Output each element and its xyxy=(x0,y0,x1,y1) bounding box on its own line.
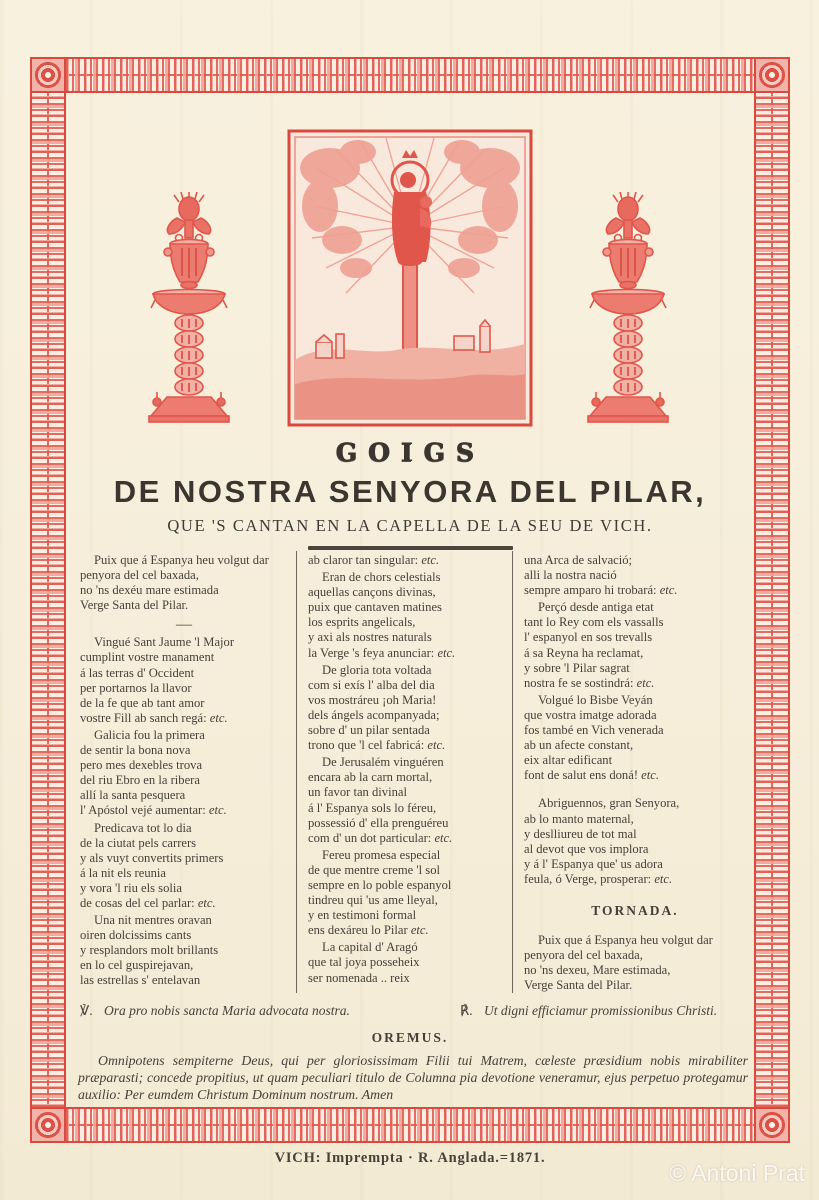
madonna-del-pilar-woodcut xyxy=(286,128,534,428)
versicle-response-row xyxy=(80,1003,748,1019)
candelabrum-left-icon xyxy=(133,192,245,430)
stanza xyxy=(308,553,506,568)
verse-line: Puix que á Espanya heu volgut dar xyxy=(538,932,713,947)
copyright-watermark: © Antoni Prat xyxy=(669,1160,805,1186)
verse-line: ser nomenada .. reix xyxy=(308,970,410,985)
verse-line: nostra fe se sostindrá: etc. xyxy=(524,675,655,690)
response-text: Ut digni efficiamur promissionibus Christi. xyxy=(484,1003,718,1018)
verse-line: La capital d' Aragó xyxy=(322,940,418,955)
oremus-prayer-text: Omnipotens sempiterne Deus, qui per gloriosissimam Filii tui Matrem, cæleste præsidium nobis mirabiliter præparasti; concede propitius, ut quam peculiari titulo de Columna pia devotione veneramur, ejus perpetuo protegamur auxilio: Per eumdem Christum Dominum nostrum. Amen xyxy=(78,1053,748,1102)
oremus-heading: OREMUS. xyxy=(371,1030,449,1045)
verse-line: y sobre 'l Pilar sagrat xyxy=(524,660,630,675)
verse-columns xyxy=(80,551,746,993)
border-corner-rosette xyxy=(30,57,66,93)
verse-line: font de salut ens doná! etc. xyxy=(524,768,659,783)
verse-line: y en testimoni formal xyxy=(308,908,417,923)
tornada-heading: TORNADA. xyxy=(591,902,679,918)
oremus-prayer xyxy=(78,1052,748,1103)
border-corner-rosette xyxy=(754,57,790,93)
verse-line: cumplint vostre manament xyxy=(80,650,215,665)
verse-line: en lo cel guspirejavan, xyxy=(80,958,194,973)
candelabrum-right-icon xyxy=(572,192,684,430)
stanza xyxy=(80,553,290,613)
verse-line: de la fe que ab tant amor xyxy=(80,695,205,710)
verse-line: los esprits angelicals, xyxy=(308,615,416,630)
verse-line: no 'ns dexéu mare estimada xyxy=(80,583,219,598)
printer-imprint: VICH: Imprempta · R. Anglada.=1871. xyxy=(274,1150,546,1166)
verse-line: encara ab la carn mortal, xyxy=(308,770,433,785)
verse-line: á l' Espanya sols lo féreu, xyxy=(308,800,437,815)
page-title: DE NOSTRA SENYORA DEL PILAR, xyxy=(113,474,707,509)
verse-line: Perçó desde antiga etat xyxy=(538,600,654,615)
verse-line: vostre Fill ab sanch regá: etc. xyxy=(80,710,228,725)
verse-line: las estrellas s' entelavan xyxy=(80,973,201,988)
verse-line: vos mostráreu ¡oh Maria! xyxy=(308,692,437,707)
verse-line: De Jerusalém vinguéren xyxy=(322,755,444,770)
verse-line: ab lo manto maternal, xyxy=(524,811,634,826)
response xyxy=(460,1003,717,1019)
verse-line: Puix que á Espanya heu volgut dar xyxy=(94,553,269,567)
border-strip-top xyxy=(64,57,756,93)
verse-line: sempre en lo poble espanyol xyxy=(308,877,452,892)
verse-column xyxy=(512,551,746,993)
verse-line: de cosas del cel parlar: etc. xyxy=(80,895,216,910)
border-corner-rosette xyxy=(754,1107,790,1143)
versicle xyxy=(80,1003,460,1019)
verse-line: trono que 'l cel fabricá: etc. xyxy=(308,738,446,753)
verse-line: aquellas cançons divinas, xyxy=(308,585,436,600)
stanza xyxy=(308,570,506,661)
verse-line: l' espanyol en sos trevalls xyxy=(524,630,653,645)
verse-line: y vora 'l riu els solia xyxy=(80,880,182,895)
verse-line: ens dexáreu lo Pilar etc. xyxy=(308,923,429,938)
verse-line: Abriguennos, gran Senyora, xyxy=(538,796,680,811)
stanza xyxy=(524,693,746,784)
title-rule xyxy=(308,546,513,550)
verse-line: Vingué Sant Jaume 'l Major xyxy=(94,635,235,650)
verse-line: á la nit els reunia xyxy=(80,865,167,880)
verse-line: De gloria tota voltada xyxy=(322,662,432,677)
border-corner-rosette xyxy=(30,1107,66,1143)
verse-line: per portarnos la llavor xyxy=(80,680,192,695)
stanza xyxy=(524,553,746,598)
versicle-sign: ℣. xyxy=(80,1003,93,1018)
verse-line: que vostra imatge adorada xyxy=(524,707,657,722)
verse-line: Verge Santa del Pilar. xyxy=(524,978,633,993)
verse-line: una Arca de salvació; xyxy=(524,553,633,567)
verse-line: y á l' Espanya que' us adora xyxy=(524,856,663,871)
verse-column xyxy=(296,551,512,993)
verse-line: tant lo Rey com els vassalls xyxy=(524,615,664,630)
verse-line: alli la nostra nació xyxy=(524,568,617,583)
stanza xyxy=(80,635,290,726)
stanza xyxy=(308,755,506,846)
verse-line: de la ciutat pels carrers xyxy=(80,835,197,850)
verse-line: Predicava tot lo dia xyxy=(94,820,192,835)
verse-line: ab un afecte constant, xyxy=(524,738,634,753)
verse-line: Fereu promesa especial xyxy=(322,847,441,862)
stanza xyxy=(308,940,506,985)
verse-line: y axi als nostres naturals xyxy=(308,630,432,645)
verse-column xyxy=(80,551,296,993)
verse-line: de sentir la bona nova xyxy=(80,743,191,758)
verse-line: dels ángels acompanyada; xyxy=(308,707,440,722)
verse-line: penyora del cel baxada, xyxy=(80,568,199,583)
response-sign: ℟. xyxy=(460,1003,473,1018)
stanza xyxy=(80,728,290,819)
verse-line: eix altar edificant xyxy=(524,753,613,768)
verse-line: Volgué lo Bisbe Veyán xyxy=(538,692,653,707)
stanza xyxy=(80,913,290,988)
verse-line: del riu Ebro en la ribera xyxy=(80,773,200,788)
stanza xyxy=(308,848,506,939)
verse-line: ab claror tan singular: etc. xyxy=(308,553,440,567)
stanza xyxy=(308,663,506,754)
border-strip-bottom xyxy=(64,1107,756,1143)
stanza xyxy=(524,933,746,993)
verse-line: com si exís l' alba del dia xyxy=(308,677,435,692)
goigs-heading: GOIGS xyxy=(335,438,485,467)
border-strip-left xyxy=(30,91,66,1109)
title-block xyxy=(60,438,760,550)
border-strip-right xyxy=(754,91,790,1109)
verse-line: de que mentre creme 'l sol xyxy=(308,862,441,877)
verse-line: possessió d' ella prenguéreu xyxy=(308,815,449,830)
verse-line: á sa Reyna ha reclamat, xyxy=(524,645,644,660)
verse-line: pero mes dexebles trova xyxy=(80,758,203,773)
verse-line: Galicia fou la primera xyxy=(94,727,205,742)
verse-line: puix que cantaven matines xyxy=(308,600,442,615)
page-subtitle: QUE 'S CANTAN EN LA CAPELLA DE LA SEU DE VICH. xyxy=(167,516,653,535)
verse-line: que tal joya posseheix xyxy=(308,955,420,970)
verse-line: Eran de chors celestials xyxy=(322,570,441,585)
verse-line: y deslliureu de tot mal xyxy=(524,826,637,841)
verse-line: oiren dolcissims cants xyxy=(80,928,192,943)
stanza xyxy=(524,600,746,691)
stanza xyxy=(80,821,290,912)
verse-line: fos també en Vich venerada xyxy=(524,723,664,738)
verse-line: tindreu qui 'us ame lleyal, xyxy=(308,893,438,908)
verse-line: y resplandors molt brillants xyxy=(80,943,219,958)
verse-line: al devot que vos implora xyxy=(524,841,649,856)
verse-line: Verge Santa del Pilar. xyxy=(80,598,189,613)
verse-line: feula, ó Verge, prosperar: etc. xyxy=(524,871,673,886)
verse-line: y als vuyt convertits primers xyxy=(80,850,224,865)
verse-line: á las terras d' Occident xyxy=(80,665,195,680)
verse-line: com d' un dot particular: etc. xyxy=(308,830,453,845)
versicle-text: Ora pro nobis sancta Maria advocata nostra. xyxy=(104,1003,350,1018)
verse-line: penyora del cel baxada, xyxy=(524,948,643,963)
verse-line: allí la santa pesquera xyxy=(80,788,186,803)
verse-line: Una nit mentres oravan xyxy=(94,913,212,928)
stanza-separator: — xyxy=(176,616,194,634)
stanza xyxy=(524,796,746,887)
verse-line: sempre amparo hi trobará: etc. xyxy=(524,583,678,598)
verse-line: la Verge 's feya anunciar: etc. xyxy=(308,645,456,660)
verse-line: sobre d' un pilar sentada xyxy=(308,723,430,738)
verse-line: un favor tan divinal xyxy=(308,785,407,800)
verse-line: no 'ns dexeu, Mare estimada, xyxy=(524,963,671,978)
verse-line: l' Apóstol vejé aumentar: etc. xyxy=(80,803,227,818)
